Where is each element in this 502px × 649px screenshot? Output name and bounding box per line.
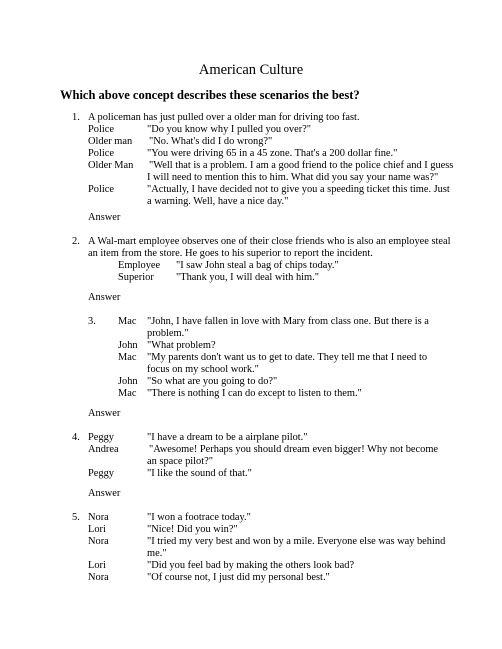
scenario-1-intro: A policeman has just pulled over a older man for driving too fast. [88,112,360,123]
scenario-4-line: "I have a dream to be a airplane pilot." [147,432,308,443]
scenario-4-speaker: Peggy [88,432,114,443]
scenario-5-number: 5. [72,512,80,523]
scenario-2-speaker: Superior [118,272,154,283]
scenario-1-speaker: Police [88,184,114,195]
scenario-1-line-cont: a warning. Well, have a nice day." [147,196,289,207]
scenario-3-speaker: John [118,376,138,387]
page-title: American Culture [198,62,304,78]
scenario-3-line-cont: focus on my school work." [147,364,259,375]
scenario-5-line: "Did you feel bad by making the others look bad? [147,560,355,571]
scenario-5-line: "Of course not, I just did my personal best." [147,572,330,583]
scenario-2-speaker: Employee [118,260,161,271]
scenario-1-line: "Actually, I have decided not to give you a speeding ticket this time. Just [147,184,450,195]
scenario-1-speaker: Older Man [88,160,134,171]
scenario-4-speaker: Andrea [88,444,119,455]
scenario-1-speaker: Police [88,124,114,135]
scenario-1-answer-label: Answer [88,212,121,223]
scenario-3-line: "John, I have fallen in love with Mary from class one. But there is a [147,316,429,327]
scenario-3-line: "There is nothing I can do except to listen to them." [147,388,362,399]
scenario-5-speaker: Nora [88,572,109,583]
scenario-4-number: 4. [72,432,80,443]
scenario-2-line: "I saw John steal a bag of chips today." [176,260,339,271]
scenario-3-speaker: Mac [118,388,137,399]
scenario-3-line-cont: problem." [147,328,189,339]
scenario-2-line: "Thank you, I will deal with him." [176,272,319,283]
scenario-4-speaker: Peggy [88,468,114,479]
scenario-3-answer-label: Answer [88,408,121,419]
scenario-2-intro: A Wal-mart employee observes one of their close friends who is also an employee steal [88,236,451,247]
scenario-5-speaker: Lori [88,524,106,535]
scenario-1-line: "No. What's did I do wrong?" [149,136,273,147]
scenario-1-line: "Do you know why I pulled you over?" [147,124,312,135]
scenario-5-line-cont: me." [147,548,167,559]
scenario-5-line: "I won a footrace today." [147,512,251,523]
scenario-3-speaker: Mac [118,352,137,363]
scenario-4-answer-label: Answer [88,488,121,499]
question-heading: Which above concept describes these scenarios the best? [60,88,360,102]
scenario-5-speaker: Lori [88,560,106,571]
scenario-3-number: 3. [88,316,96,327]
scenario-1-line: "Well that is a problem. I am a good friend to the police chief and I guess [149,160,454,171]
scenario-4-line: "I like the sound of that." [147,468,252,479]
scenario-3-line: "So what are you going to do?" [147,376,278,387]
scenario-2-number: 2. [72,236,80,247]
scenario-4-line-cont: an space pilot?" [147,456,213,467]
scenario-3-line: "What problem? [147,340,216,351]
scenario-3-speaker: John [118,340,138,351]
scenario-5-speaker: Nora [88,512,109,523]
scenario-1-line-cont: I will need to mention this to him. What did you say your name was?" [147,172,439,183]
scenario-5-line: "I tried my very best and won by a mile. Everyone else was way behind [147,536,446,547]
scenario-3-line: "My parents don't want us to get to date. They tell me that I need to [147,352,428,363]
scenario-1-speaker: Older man [88,136,133,147]
scenario-1-number: 1. [72,112,80,123]
scenario-4-line: "Awesome! Perhaps you should dream even bigger! Why not become [149,444,439,455]
scenario-5-speaker: Nora [88,536,109,547]
scenario-2-answer-label: Answer [88,292,121,303]
scenario-3-speaker: Mac [118,316,137,327]
scenario-2-intro-cont: an item from the store. He goes to his superior to report the incident. [88,248,373,259]
scenario-1-line: "You were driving 65 in a 45 zone. That's a 200 dollar fine." [147,148,398,159]
scenario-5-line: "Nice! Did you win?" [147,524,238,535]
scenario-1-speaker: Police [88,148,114,159]
